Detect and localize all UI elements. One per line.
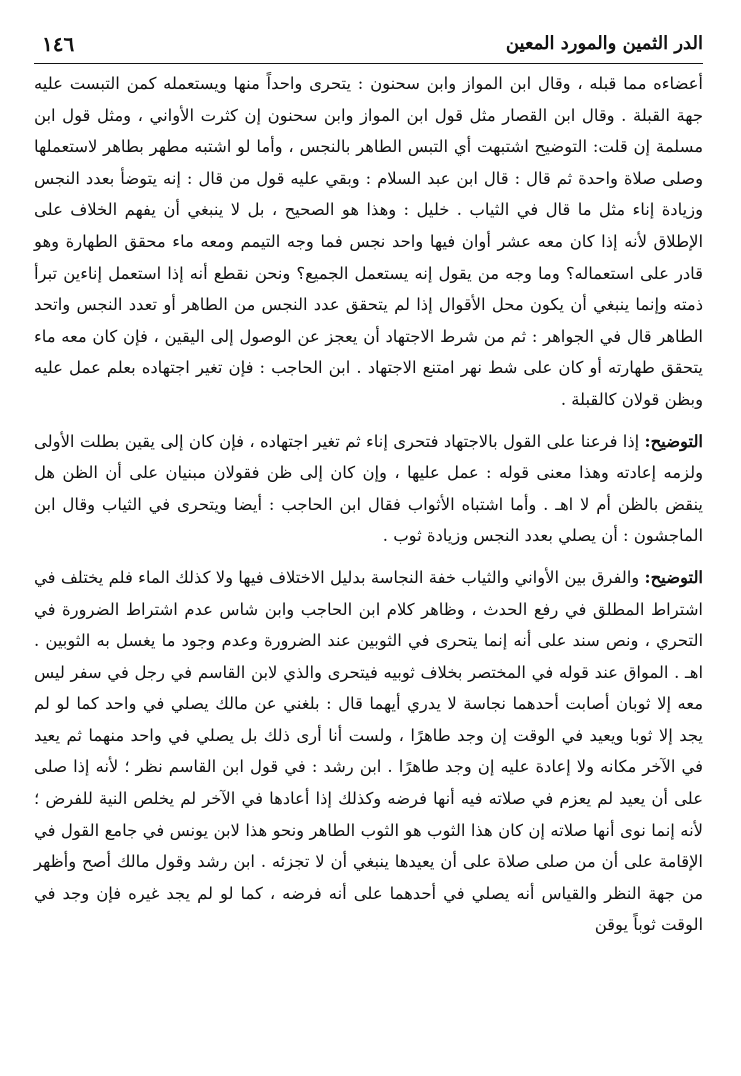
paragraph-3: [34, 562, 703, 941]
page-body: [34, 68, 703, 951]
paragraph-1: [34, 68, 703, 416]
paragraph-2-label: التوضيح:: [644, 431, 703, 451]
paragraph-3-label: التوضيح:: [644, 567, 703, 587]
paragraph-1-text: أعضاءه مما قبله ، وقال ابن المواز وابن سحنون : يتحرى واحداً منها ويستعمله كمن التبست عليه جهة القبلة . وقال ابن القصار مثل قول ابن المواز وابن سحنون إن كثرت الأواني ، ومثل قول ابن مسلمة إن قلت: التوضيح اشتبهت أي التبس الطاهر بالنجس ، وأما لو اشتبه مطهر بطاهر لاستعملها وصلى صلاة واحدة ثم قال : قال ابن عبد السلام : وبقي عليه قول من قال : إنه يتوضأ بعدد النجس وزيادة إناء مثل ما قال في الثياب . خليل : وهذا هو الصحيح ، بل لا ينبغي أن يفهم الخلاف على الإطلاق لأنه إذا كان معه عشر أوان فيها واحد نجس فما وجه التيمم ومعه ماء محقق الطهارة وهو قادر على استعماله؟ وما وجه من يقول إنه يستعمل الجميع؟ ونحن نقطع أنه إذا استعمل إناءين تبرأ ذمته وإنما ينبغي أن يكون محل الأقوال إذا لم يتحقق عدد النجس من الطاهر أو تعدد النجس واتحد الطاهر قال في الجواهر : ثم من شرط الاجتهاد أن يعجز عن الوصول إلى اليقين ، فإن كان معه ماء يتحقق طهارته أو كان على شط نهر امتنع الاجتهاد . ابن الحاجب : فإن تغير اجتهاده بعلم عمل عليه وبظن قولان كالقبلة .: [34, 74, 703, 409]
running-header: [34, 30, 703, 60]
page-number: ١٤٦: [42, 32, 75, 56]
book-title: الدر الثمين والمورد المعين: [505, 33, 703, 54]
paragraph-2-text: إذا فرعنا على القول بالاجتهاد فتحرى إناء ثم تغير اجتهاده ، فإن كان إلى يقين بطلت الأولى ولزمه إعادته وهذا معنى قوله : عمل عليها ، وإن كان إلى ظن فقولان مبنيان على أن الظن هل ينقض بالظن أم لا اهـ . وأما اشتباه الأثواب فقال ابن الحاجب : أيضا ويتحرى في الثياب وقال ابن الماجشون : أن يصلي بعدد النجس وزيادة ثوب .: [34, 431, 703, 546]
header-rule: [34, 63, 703, 64]
paragraph-2: [34, 426, 703, 552]
paragraph-3-text: والفرق بين الأواني والثياب خفة النجاسة بدليل الاختلاف فيها ولا كذلك الماء فلم يختلف في اشتراط المطلق في رفع الحدث ، وظاهر كلام ابن الحاجب وابن شاس عدم اشتراط الضرورة في التحري ، ونص سند على أنه إنما يتحرى في الثوبين عند الضرورة وعدم وجود ما يغسل به الثوبين . اهـ . المواق عند قوله في المختصر بخلاف ثوبيه فيتحرى والذي لابن القاسم في رجل في سفر ليس معه إلا ثوبان أصابت أحدهما نجاسة لا يدري أيهما قال : بلغني عن مالك يصلي في واحد كما لو لم يجد إلا ثوبا ويعيد في الوقت إن وجد طاهرًا ، ولست أنا أرى ذلك بل يصلي في واحد منهما ثم يعيد في الآخر مكانه ولا إعادة عليه إن وجد طاهرًا . ابن رشد : في قول ابن القاسم نظر ؛ لأنه إذا صلى على أن يعيد لم يعزم في صلاته فيه أنها فرضه وكذلك إذا أعادها في الآخر لم يخلص النية للفرض ؛ لأنه إنما نوى أنها صلاته إن كان هذا الثوب هو الثوب الطاهر ونحو هذا لابن يونس في جامع القول في الإقامة على أن من صلى صلاة على أن يعيدها ينبغي أن لا تجزئه . ابن رشد وقول مالك أصح وأظهر من جهة النظر والقياس أنه يصلي في أحدهما على أنه فرضه ، كما لو لم يجد غيره فإن وجد في الوقت ثوباً يوقن: [34, 567, 703, 935]
